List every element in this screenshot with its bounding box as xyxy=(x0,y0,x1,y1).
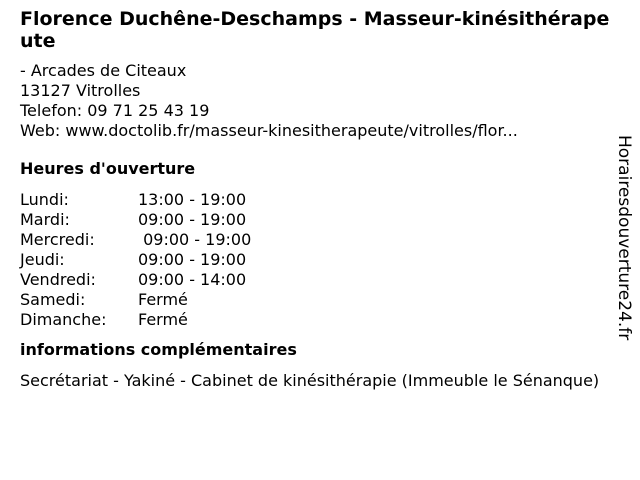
day-label: Mardi: xyxy=(20,210,70,229)
site-watermark: Horairesdouverture24.fr xyxy=(614,135,634,341)
day-label: Dimanche: xyxy=(20,310,107,329)
day-label: Jeudi: xyxy=(20,250,65,269)
day-label: Lundi: xyxy=(20,190,69,209)
day-label: Vendredi: xyxy=(20,270,96,289)
hours-row-saturday xyxy=(20,290,610,310)
hours-row-wednesday xyxy=(20,230,610,250)
hours-row-friday xyxy=(20,270,610,290)
website-link[interactable]: Web: www.doctolib.fr/masseur-kinesitherapeute/vitrolles/flor... xyxy=(20,121,518,140)
day-hours: Fermé xyxy=(138,310,188,329)
info-description: Secrétariat - Yakiné - Cabinet de kinésithérapie (Immeuble le Sénanque) xyxy=(20,371,600,390)
hours-row-tuesday xyxy=(20,210,610,230)
address-street: - Arcades de Citeaux xyxy=(20,61,187,80)
day-hours: 09:00 - 14:00 xyxy=(138,270,247,289)
day-hours: 13:00 - 19:00 xyxy=(138,190,247,209)
day-hours: 09:00 - 19:00 xyxy=(138,250,247,269)
hours-row-sunday xyxy=(20,310,610,330)
hours-heading: Heures d'ouverture xyxy=(20,159,196,178)
address-city: 13127 Vitrolles xyxy=(20,81,141,100)
day-label: Mercredi: xyxy=(20,230,95,249)
opening-hours-table xyxy=(20,190,610,330)
hours-row-monday xyxy=(20,190,610,210)
day-label: Samedi: xyxy=(20,290,86,309)
day-hours: 09:00 - 19:00 xyxy=(138,230,252,249)
hours-row-thursday xyxy=(20,250,610,270)
contact-block xyxy=(20,61,610,141)
day-hours: 09:00 - 19:00 xyxy=(138,210,247,229)
phone-number[interactable]: Telefon: 09 71 25 43 19 xyxy=(20,101,210,120)
business-title: Florence Duchêne-Deschamps - Masseur-kinésithérapeute xyxy=(20,8,610,52)
business-listing xyxy=(20,8,610,391)
day-hours: Fermé xyxy=(138,290,188,309)
info-heading: informations complémentaires xyxy=(20,340,297,359)
